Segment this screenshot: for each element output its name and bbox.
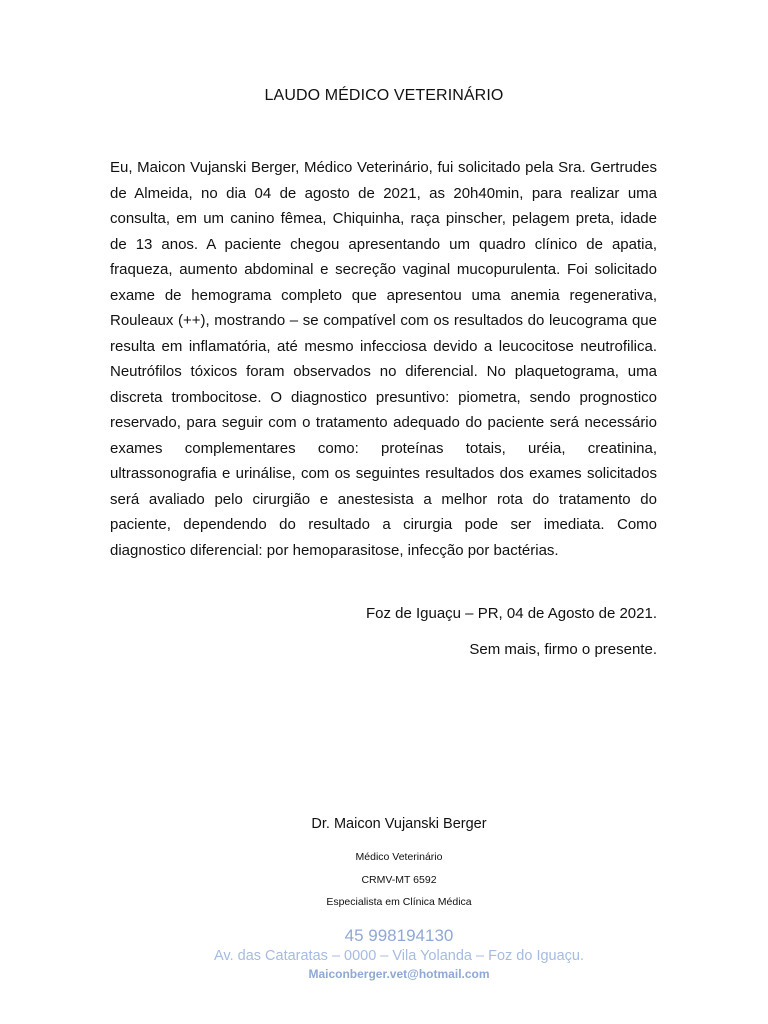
- signatory-role: Médico Veterinário: [355, 851, 443, 863]
- signatory-specialty: Especialista em Clínica Médica: [326, 896, 472, 908]
- contact-phone: 45 998194130: [344, 926, 454, 945]
- closing-statement: Sem mais, firmo o presente.: [469, 641, 657, 658]
- signatory-name: Dr. Maicon Vujanski Berger: [311, 816, 487, 832]
- document-title: LAUDO MÉDICO VETERINÁRIO: [264, 87, 504, 104]
- signatory-registration: CRMV-MT 6592: [361, 874, 437, 886]
- contact-address: Av. das Cataratas – 0000 – Vila Yolanda – Foz do Iguaçu.: [213, 948, 585, 964]
- contact-email: Maiconberger.vet@hotmail.com: [308, 967, 490, 981]
- report-body: Eu, Maicon Vujanski Berger, Médico Veterinário, fui solicitado pela Sra. Gertrudes de Almeida, no dia 04 de agosto de 2021, as 20h40min, para realizar uma consulta, em um canino fêmea, Chiquinha, raça pinscher, pelagem preta, idade de 13 anos. A paciente chegou apresentando um quadro clínico de apatia, fraqueza, aumento abdominal e secreção vaginal mucopurulenta. Foi solicitado exame de hemograma completo que apresentou uma anemia regenerativa, Rouleaux (++), mostrando – se compatível com os resultados do leucograma que resulta em inflamatória, até mesmo infecciosa devido a leucocitose neutrofilica. Neutrófilos tóxicos foram observados no diferencial. No plaquetograma, uma discreta trombocitose. O diagnostico presuntivo: piometra, sendo prognostico reservado, para seguir com o tratamento adequado do paciente será necessário exames complementares como: proteínas totais, uréia, creatinina, ultrassonografia e urinálise, com os seguintes resultados dos exames solicitados será avaliado pelo cirurgião e anestesista a melhor rota do tratamento do paciente, dependendo do resultado a cirurgia pode ser imediata. Como diagnostico diferencial: por hemoparasitose, infecção por bactérias.: [110, 159, 657, 559]
- place-and-date: Foz de Iguaçu – PR, 04 de Agosto de 2021.: [365, 605, 657, 622]
